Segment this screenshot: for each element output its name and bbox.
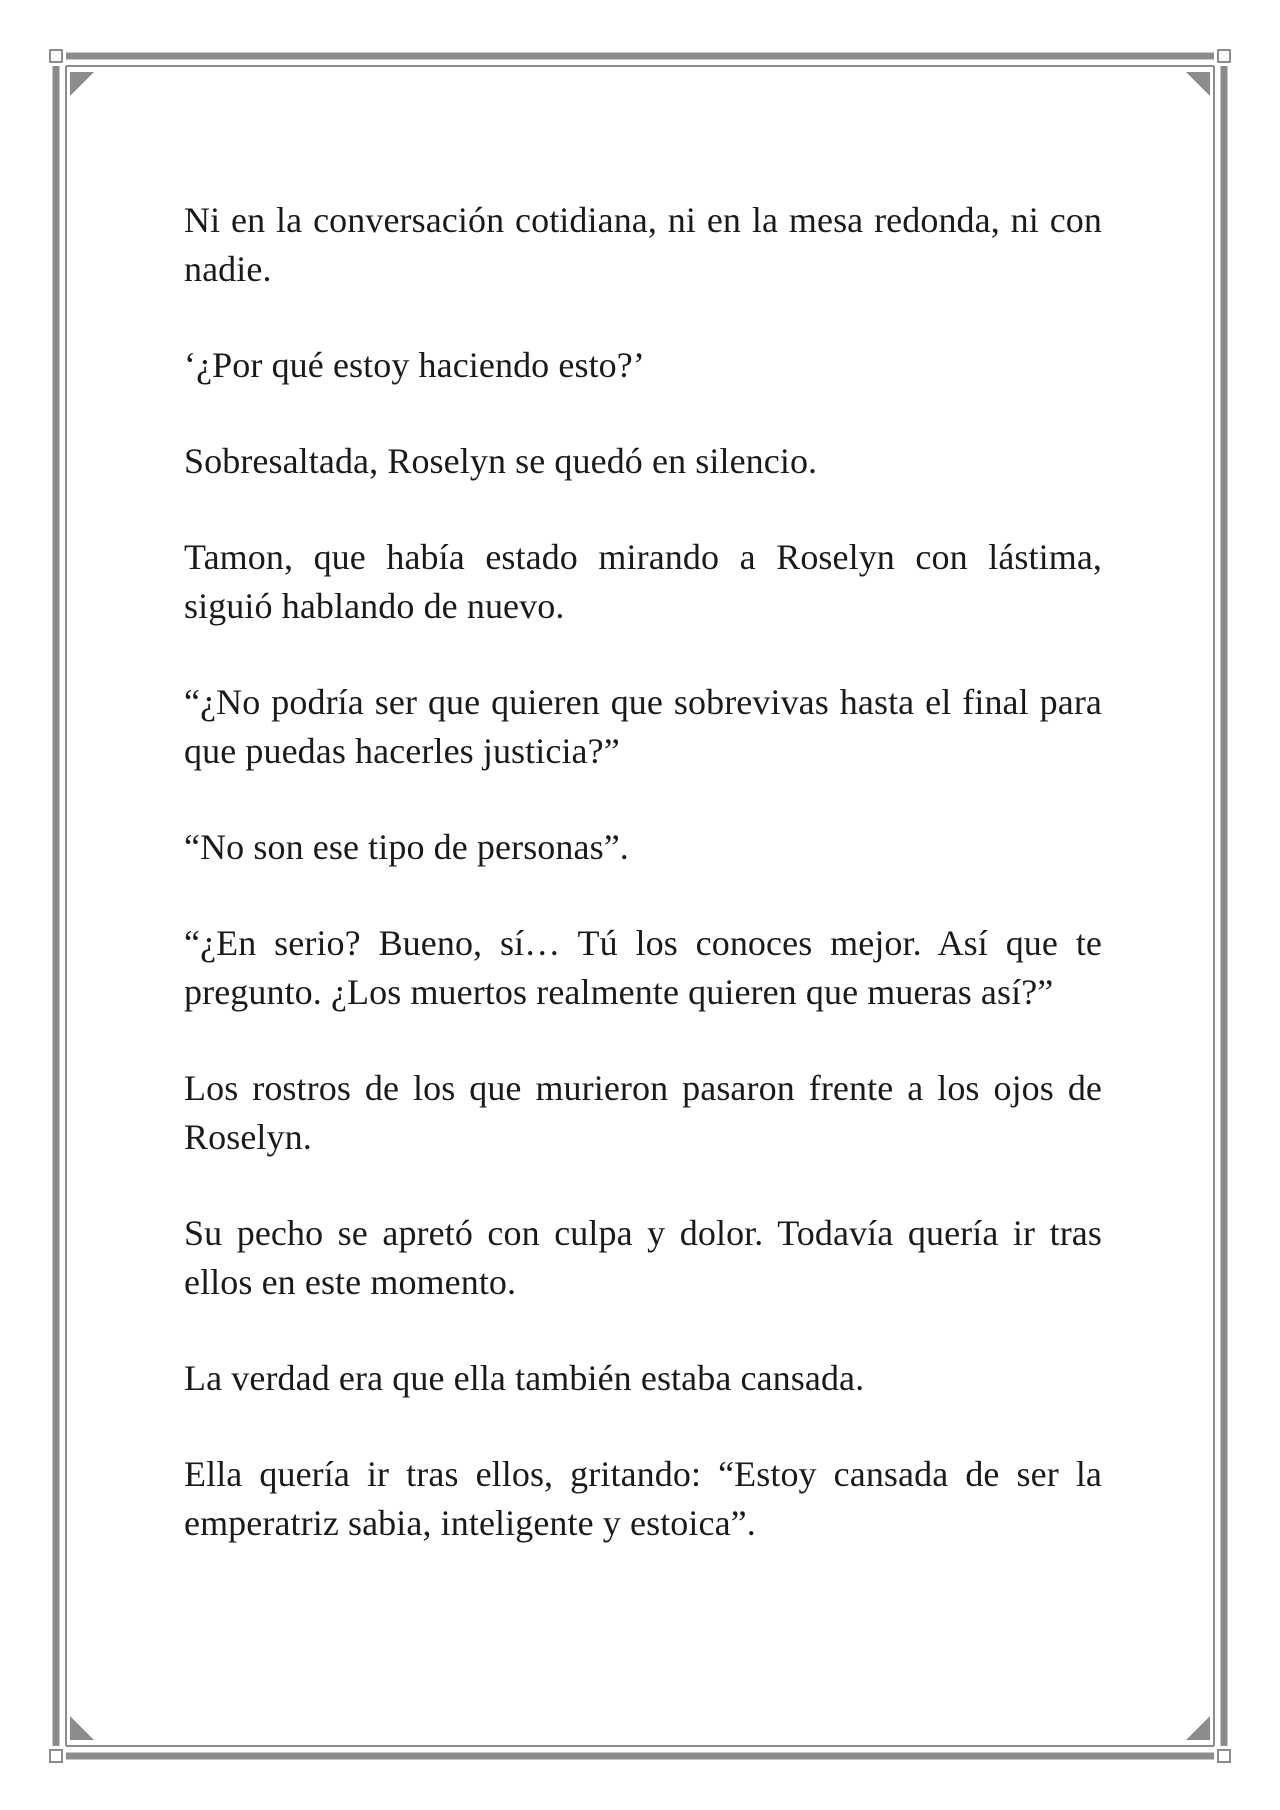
paragraph: Tamon, que había estado mirando a Roselyn con lástima, siguió hablando de nuevo.: [184, 537, 1102, 626]
corner-triangle-icon: [70, 1716, 94, 1740]
paragraph: La verdad era que ella también estaba cansada.: [184, 1358, 865, 1398]
paragraph: “No son ese tipo de personas”.: [184, 827, 629, 867]
paragraph: Su pecho se apretó con culpa y dolor. Todavía quería ir tras ellos en este momento.: [184, 1213, 1102, 1302]
corner-triangle-icon: [1186, 72, 1210, 96]
paragraph: Ella quería ir tras ellos, gritando: “Estoy cansada de ser la emperatriz sabia, inteligente y estoica”.: [184, 1454, 1102, 1543]
paragraph: Los rostros de los que murieron pasaron frente a los ojos de Roselyn.: [184, 1068, 1102, 1157]
paragraph: “¿En serio? Bueno, sí… Tú los conoces mejor. Así que te pregunto. ¿Los muertos realmente quieren que mueras así?”: [184, 923, 1102, 1012]
paragraph: “¿No podría ser que quieren que sobrevivas hasta el final para que puedas hacerles justicia?”: [184, 682, 1102, 771]
page-body: [184, 196, 1102, 1595]
corner-triangle-icon: [1186, 1716, 1210, 1740]
paragraph: Sobresaltada, Roselyn se quedó en silencio.: [184, 441, 818, 481]
paragraph: Ni en la conversación cotidiana, ni en la mesa redonda, ni con nadie.: [184, 200, 1102, 289]
corner-triangle-icon: [70, 72, 94, 96]
paragraph: ‘¿Por qué estoy haciendo esto?’: [184, 345, 645, 385]
